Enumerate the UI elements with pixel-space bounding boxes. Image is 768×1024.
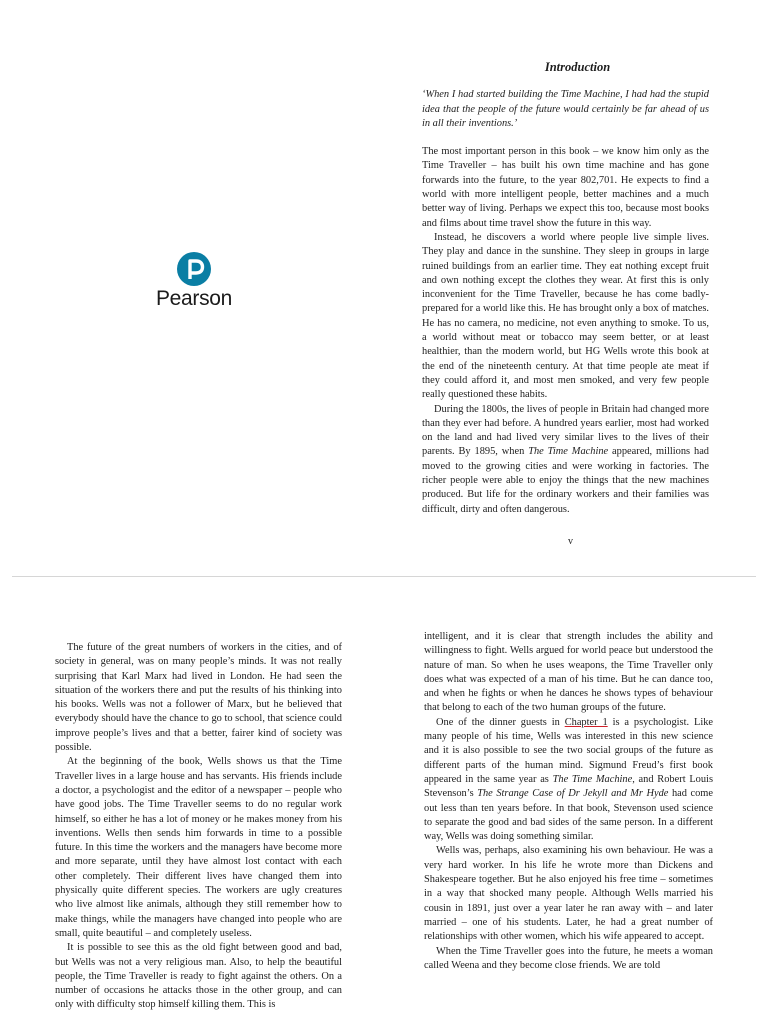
epigraph-quote: ‘When I had started building the Time Machine, I had had the stupid idea that the people of the future would certainly be far ahead of us in all their inventions.’	[422, 89, 709, 129]
paragraph: One of the dinner guests in Chapter 1 is a psychologist. Like many people of his time, Wells was interested in this new science and it is also possible to see the two social groups of the future as different parts of the human mind. Sigmund Freud’s first book appeared in the same year as The Time Machine, and Robert Louis Stevenson’s The Strange Case of Dr Jekyll and Mr Hyde had come out less than ten years before. In that book, Stevenson used science to separate the good and bad sides of the same person. In a different way, Wells was doing something similar.	[424, 716, 714, 843]
page-divider	[12, 576, 756, 577]
page-number: v	[568, 535, 573, 547]
chapter-1-link[interactable]: Chapter 1	[564, 716, 608, 728]
paragraph: During the 1800s, the lives of people in Britain had changed more than they ever had before. A hundred years earlier, most had worked on the land and had lived very similar lives to the lives of their parents. By 1895, when The Time Machine appeared, millions had moved to the growing cities and were working in factories. The richer people were able to enjoy the things that the new machines produced. But life for the ordinary workers and their families was difficult, dirty and often dangerous.	[422, 403, 710, 515]
book-title: The Time Machine	[528, 446, 609, 458]
paragraph: At the beginning of the book, Wells shows us that the Time Traveller lives in a large house and has servants. His friends include a doctor, a psychologist and the editor of a newspaper – people who have good jobs. The Time Traveller seems to do no regular work himself, so either he has a lot of money or he makes money from his inventions. Wells then sends him forwards in time to a possible future. In this time the workers and the managers have become more and more separate, until they have almost lost contact with each other completely. Their different lives have changed them into physically quite different species. The workers are ugly creatures who live almost like animals, although they still remember how to make things, while the managers have changed into people who are small, quite beautiful – and completely useless.	[55, 756, 342, 939]
right-column	[424, 630, 713, 973]
logo-wordmark: Pearson	[155, 287, 233, 310]
paragraph: The most important person in this book – we know him only as the Time Traveller – has built his own time machine and has gone forwards into the future, to the year 802,701. He expects to find a world with more intelligent people, better machines and a much better way of living. Perhaps we expect this too, because most books and films about time travel show the future in this way.	[422, 146, 709, 229]
left-column	[55, 641, 342, 1013]
paragraph: The future of the great numbers of workers in the cities, and of society in general, was on many people’s minds. It was not really surprising that Karl Marx had lived in London. He had seen the situation of the workers there and put the results of his thinking into his books. Wells was not a follower of Marx, but he believed that everybody should have the chance to go to school, that science could improve people’s lives and that a better, fairer kind of society was possible.	[55, 642, 342, 754]
paragraph: Wells was, perhaps, also examining his own behaviour. He was a very hard worker. In his life he wrote more than Dickens and Shakespeare together. But he also enjoyed his free time – sometimes in a way that shocked many people. Although Wells married his cousin in 1891, just over a year later he ran away with – and later married – one of his students. Later, he had a great number of relationships with other women, which his wife appeared to accept.	[424, 845, 713, 943]
paragraph: Instead, he discovers a world where people live simple lives. They play and dance in the sunshine. They sleep in groups in large ruined buildings from an earlier time. They eat nothing except fruit and own nothing except the clothes they wear. At first this is only inconvenient for the Time Traveller, because he has come badly-prepared for a world like this. He has brought only a box of matches. He has no camera, no medicine, not even anything to smoke. To us, a world without meat or tobacco may seem better, or at least healthier, than the modern world, but HG Wells wrote this book at the end of the nineteenth century. At that time people ate meat if they could afford it, and most men smoked, and very few people really questioned these habits.	[422, 231, 709, 401]
book-title: The Time Machine	[552, 773, 633, 785]
pearson-p-icon	[177, 252, 211, 286]
paragraph: When the Time Traveller goes into the future, he meets a woman called Weena and they become close friends. We are told	[424, 945, 713, 971]
publisher-logo	[152, 252, 236, 311]
paragraph: It is possible to see this as the old fight between good and bad, but Wells was not a very religious man. Also, to help the beautiful people, the Time Traveller is ready to fight against the others. On a number of occasions he attacks those in the other group, and can only with difficulty stop himself killing them. This is	[55, 942, 342, 1011]
intro-column	[422, 60, 709, 549]
book-title: The Strange Case of Dr Jekyll and Mr Hyde	[477, 788, 669, 800]
page-title: Introduction	[544, 60, 611, 74]
paragraph: intelligent, and it is clear that strength includes the ability and willingness to fight. Wells argued for world peace but understood the nature of man. So when he uses weapons, the Time Traveller only does what was expected of a man of his time. But he can dance too, and when he fights or when he dances he shows types of behaviour that belong to each of the two human groups of the future.	[424, 631, 713, 714]
